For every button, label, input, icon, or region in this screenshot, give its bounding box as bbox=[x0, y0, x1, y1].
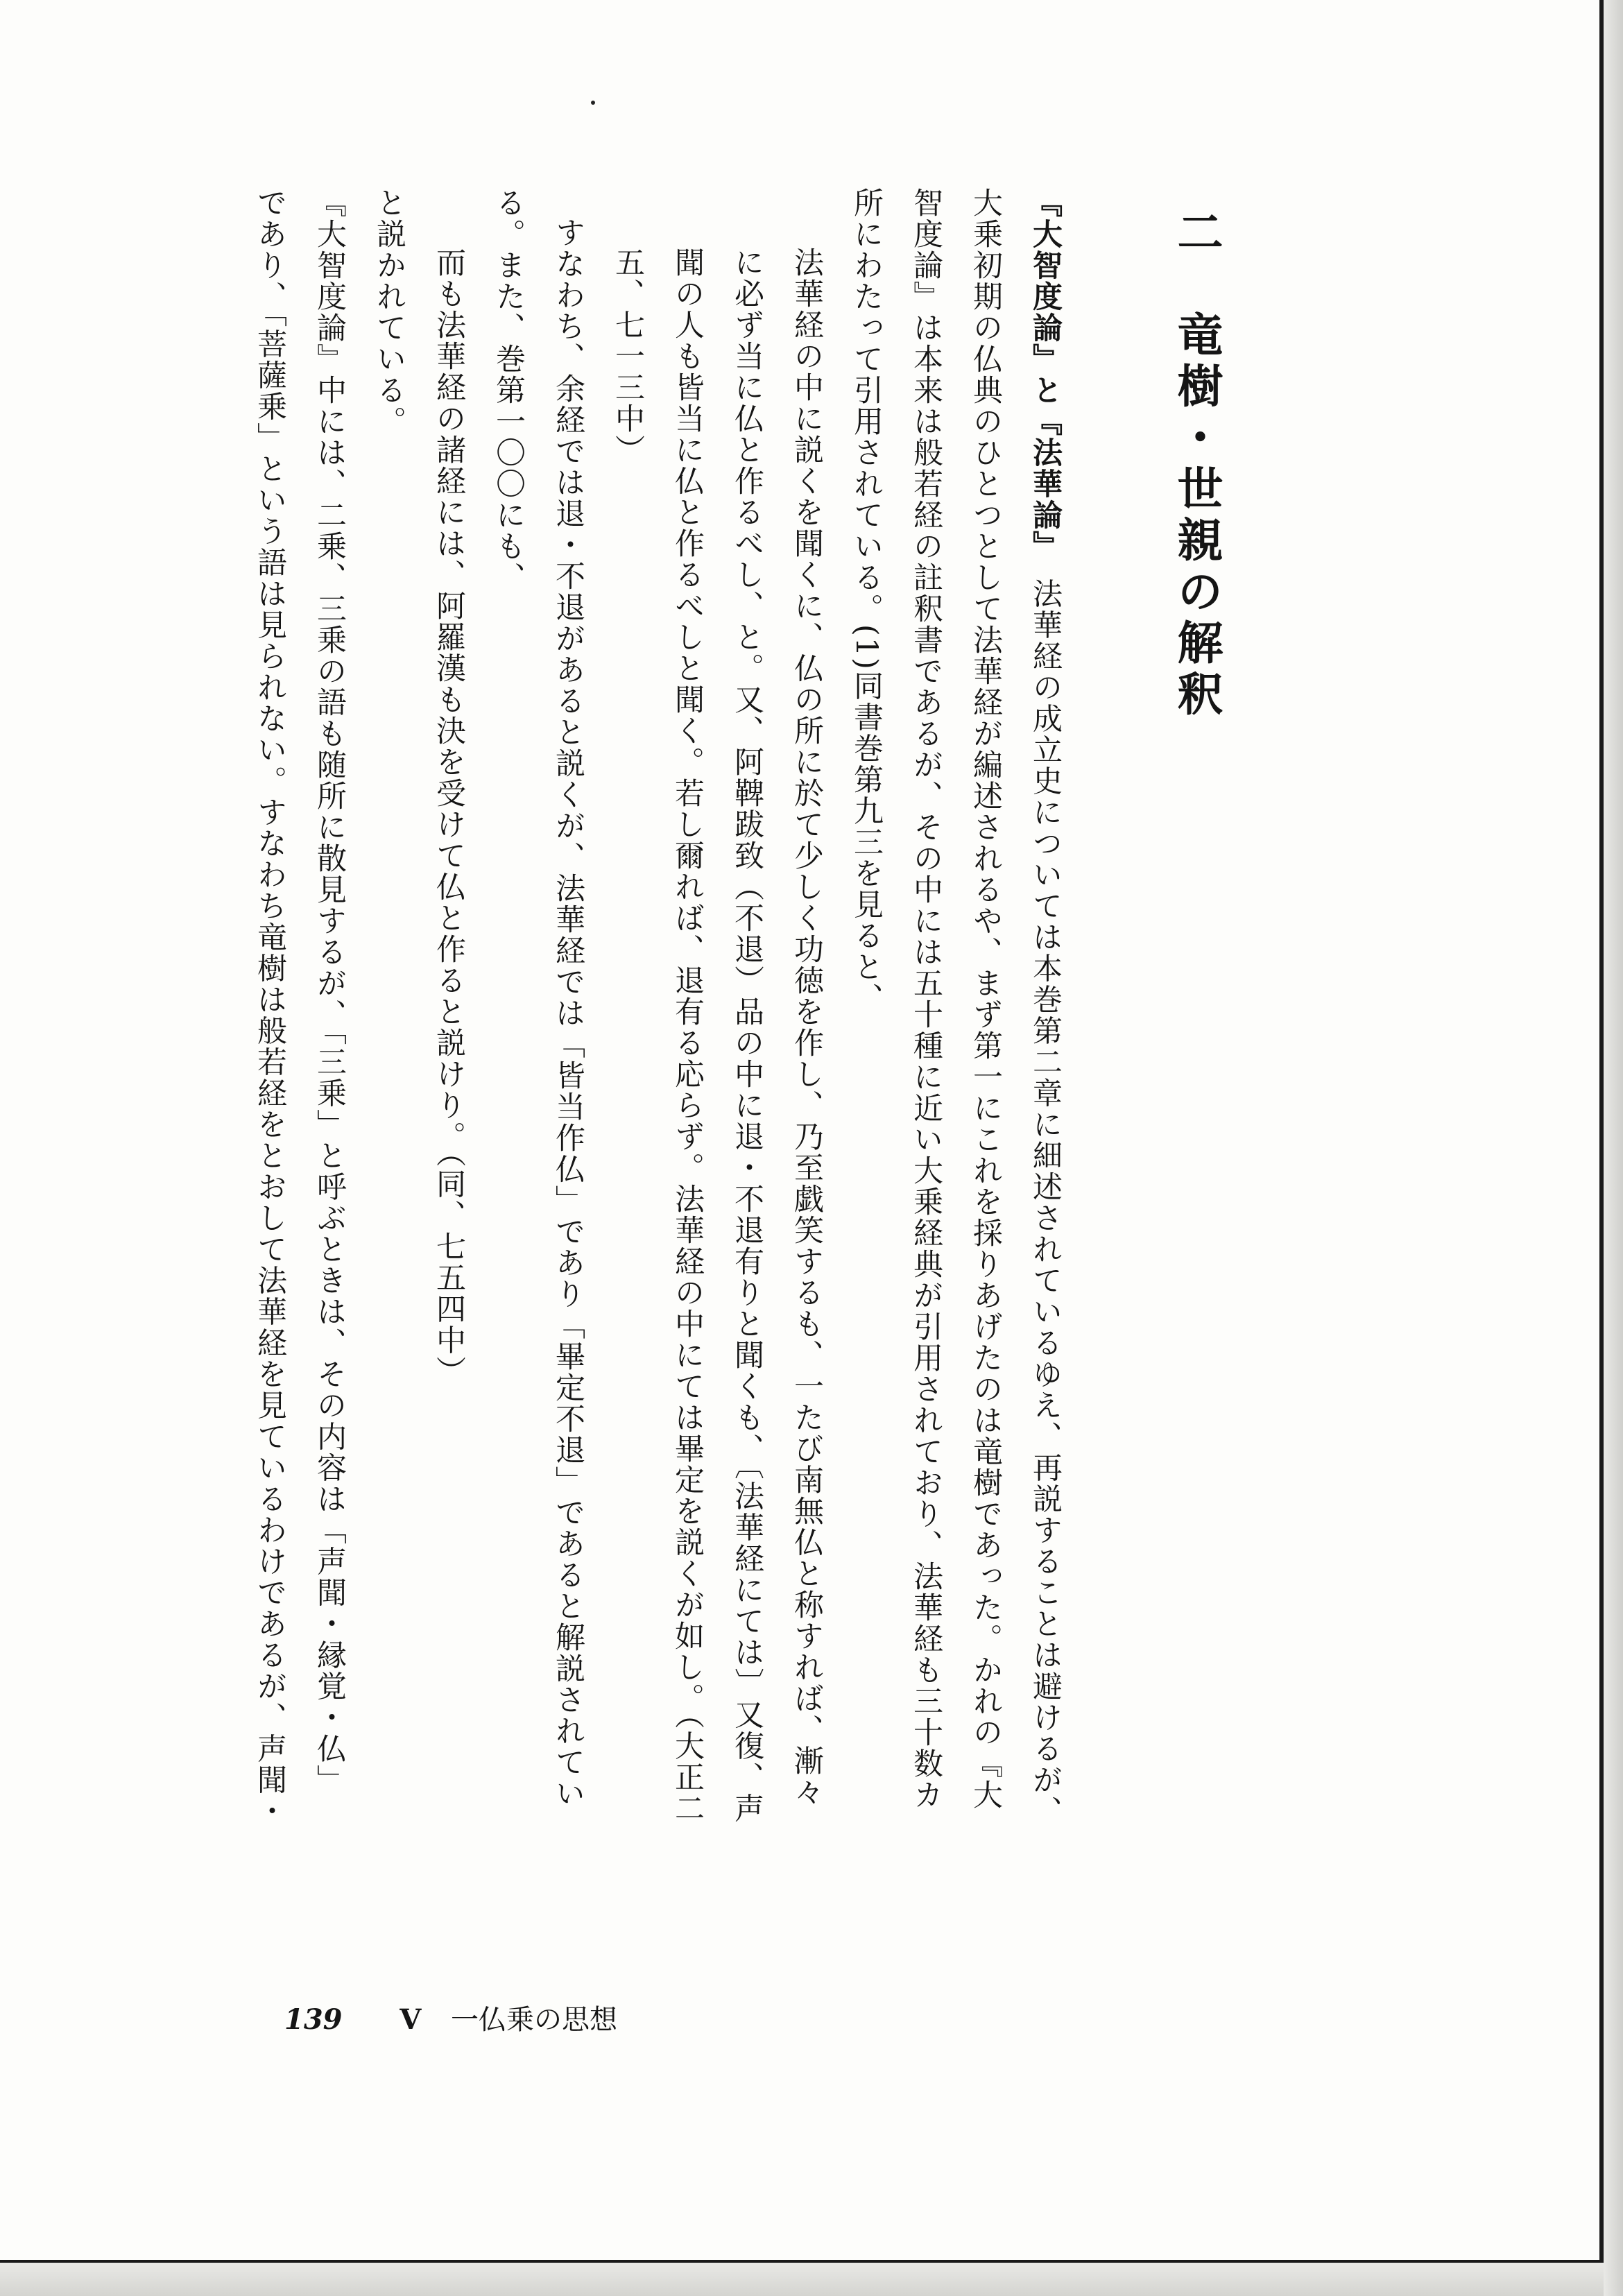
text-column: る。また、巻第一〇〇にも、 bbox=[491, 187, 526, 593]
text-column: であり、「菩薩乗」という語は見られない。すなわち竜樹は般若経をとおして法華経を見ているわけであるが、声聞・ bbox=[252, 187, 287, 1827]
ink-speck bbox=[591, 101, 595, 105]
text-column: 所にわたって引用されている。(1)同書巻第九三を見ると、 bbox=[849, 187, 884, 1014]
chapter-title: 一仏乗の思想 bbox=[450, 2004, 617, 2036]
text-column: すなわち、余経では退・不退があると説くが、法華経では「皆当作仏」であり「畢定不退」であると解説されてい bbox=[551, 217, 585, 1809]
text-column: と説かれている。 bbox=[372, 187, 406, 437]
page-edge-right bbox=[1599, 0, 1604, 2296]
quote-column: 五、七一三中） bbox=[610, 247, 645, 465]
text-column bbox=[1015, 187, 1075, 1894]
text-column: 智度論』は本来は般若経の註釈書であるが、その中には五十種に近い大乗経典が引用されており、法華経も三十数カ bbox=[909, 187, 943, 1810]
quote-column: 法華経の中に説くを聞くに、仏の所に於て少しく功徳を作し、乃至戯笑するも、一たび南無仏と称すれば、漸々 bbox=[789, 247, 824, 1808]
text-column: 『大智度論』中には、二乗、三乗の語も随所に散見するが、「三乗」と呼ぶときは、その内容は「声聞・縁覚・仏」 bbox=[312, 187, 347, 1796]
text-column-body: 法華経の成立史については本巻第二章に細述されているゆえ、再説することは避けるが、 bbox=[1028, 547, 1063, 1827]
page-number: 139 bbox=[284, 2003, 343, 2036]
quote-column: 聞の人も皆当に仏と作るべしと聞く。若し爾れば、退有る応らず。法華経の中にては畢定を説くが如し。（大正二 bbox=[670, 247, 705, 1824]
sub-heading: 『大智度論』と『法華論』 bbox=[1028, 187, 1063, 547]
text-column: 大乗初期の仏典のひとつとして法華経が編述されるや、まず第一にこれを採りあげたのは竜樹であった。かれの『大 bbox=[968, 187, 1003, 1810]
quote-column: 而も法華経の諸経には、阿羅漢も決を受けて仏と作ると説けり。（同、七五四中） bbox=[431, 247, 466, 1387]
page-edge-shadow-bottom bbox=[0, 2263, 1604, 2296]
quote-column: に必ず当に仏と作るべし、と。又、阿鞞跋致（不退）品の中に退・不退有りと聞くも、〔法華経にては〕又復、声 bbox=[730, 247, 764, 1824]
page-edge-shadow-right bbox=[1604, 0, 1623, 2296]
page-footer bbox=[284, 1998, 617, 2037]
page-edge-bottom bbox=[0, 2260, 1599, 2263]
section-heading: 二 竜樹・世親の解釈 bbox=[1169, 208, 1223, 721]
vertical-text-body bbox=[240, 187, 1235, 1894]
chapter-number: V bbox=[400, 2003, 422, 2036]
